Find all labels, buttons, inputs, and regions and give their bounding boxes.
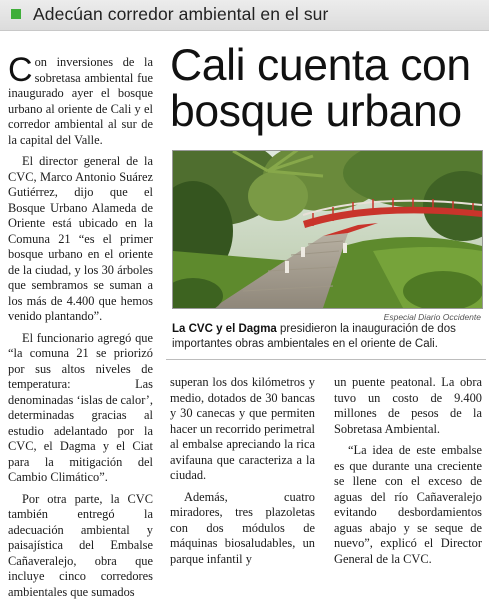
body-paragraph: Además, cuatro miradores, tres plazoletas con dos módulos de máquinas biosaludables, un parque infantil y bbox=[170, 489, 315, 566]
caption-text: presidieron la inauguración de dos importantes obras ambientales en el oriente de Cali. bbox=[172, 323, 456, 350]
article-photo bbox=[172, 150, 483, 309]
caption-divider bbox=[166, 359, 486, 360]
drop-cap: C bbox=[8, 51, 33, 89]
article-column-3 bbox=[334, 375, 482, 573]
article-left-column bbox=[8, 51, 153, 606]
article-column-2 bbox=[170, 375, 315, 573]
body-paragraph: superan los dos kilómetros y medio, dotados de 30 bancas y 30 canecas y que permiten hacer un recorrido perimetral al embalse apreciando la rica avifauna que caracteriza a la ciudad. bbox=[170, 375, 315, 482]
section-marker-icon bbox=[11, 9, 21, 19]
body-paragraph: El funcionario agregó que “la comuna 21 se priorizó por sus altos niveles de temperatura: Las denominadas ‘islas de calor’, determinadas gracias al estudio adelantado por la CVC, el Dagma y el Ciat para la mitigación del Cambio Climático”. bbox=[8, 330, 153, 484]
article-headline bbox=[170, 43, 485, 135]
park-bridge-photo bbox=[173, 151, 482, 308]
section-title: Adecúan corredor ambiental en el sur bbox=[33, 4, 329, 24]
lead-text: on inversiones de la sobretasa ambiental fue inaugurado ayer el bosque urbano al oriente de Cali y el corredor ambiental al sur de la capital del Valle. bbox=[8, 55, 153, 147]
body-paragraph: “La idea de este embalse es que durante una creciente se llene con el exceso de aguas del río Cañaveralejo evitando desbordamientos aguas abajo y se seque de nuevo”, explicó el Director General de la CVC. bbox=[334, 443, 482, 566]
body-paragraph: Por otra parte, la CVC también entregó la adecuación ambiental y paisajística del Embalse Cañaveralejo, obra que incluye cinco corredores ambientales que sumados bbox=[8, 491, 153, 599]
body-paragraph: un puente peatonal. La obra tuvo un costo de 9.400 millones de pesos de la Sobretasa Ambiental. bbox=[334, 375, 482, 436]
headline-line: bosque urbano bbox=[170, 87, 462, 136]
section-header bbox=[0, 0, 489, 31]
photo-caption bbox=[172, 322, 481, 352]
photo-credit: Especial Diario Occidente bbox=[383, 312, 481, 322]
body-paragraph: El director general de la CVC, Marco Antonio Suárez Gutiérrez, dijo que el Bosque Urbano Alameda de Oriente está ubicado en la Comuna 21 “es el primer bosque urbano en el oriente de la ciudad, y los 30 árboles que sembramos se suman a los más de 4.400 que hemos venido plantando”. bbox=[8, 154, 153, 323]
caption-lead: La CVC y el Dagma bbox=[172, 323, 277, 335]
lead-paragraph bbox=[8, 51, 153, 148]
headline-line: Cali cuenta con bbox=[170, 41, 471, 90]
